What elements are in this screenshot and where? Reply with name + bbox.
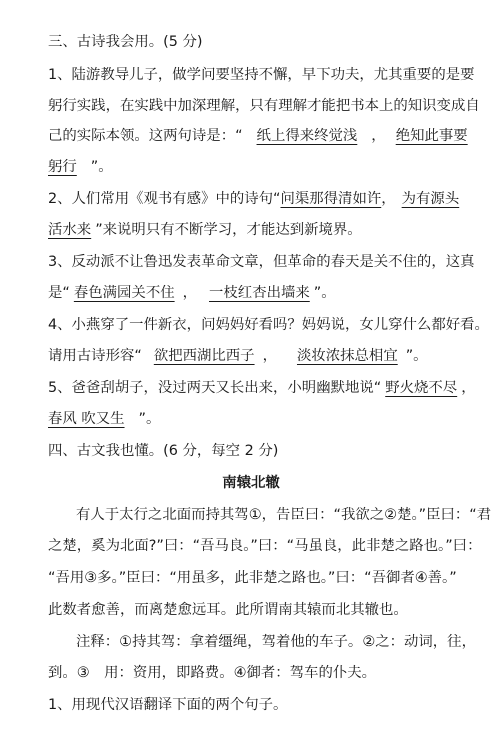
- passage-line-3: “吾用③多。”臣曰：“用虽多，此非楚之路也。”曰：“吾御者④善。”: [48, 570, 457, 586]
- passage-line-4: 此数者愈善，而离楚愈远耳。此所谓南其辕而北其辙也。: [48, 602, 408, 618]
- q1-answer2-continued: 躬行: [48, 159, 77, 175]
- q1-line3: [48, 126, 502, 146]
- q1-separator: ，: [371, 128, 386, 144]
- q2-line1: [48, 189, 502, 209]
- q1-prompt: 己的实际本领。这两句诗是：“: [48, 128, 243, 144]
- q3-separator: ，: [182, 285, 198, 301]
- q1-line4: [48, 157, 502, 177]
- section4-q1: 1、用现代汉语翻译下面的两个句子。: [48, 697, 288, 713]
- q2-prompt: 2、人们常用《观书有感》中的诗句“: [48, 191, 281, 207]
- q2-rest: ”来说明只有不断学习，才能达到新境界。: [95, 222, 362, 238]
- passage-line-1: 有人于太行之北面而持其驾①，告臣曰：“我欲之②楚。”臣曰：“君: [76, 507, 492, 523]
- q5-answer2: 春风 吹又生: [48, 411, 125, 427]
- q1-end: ”。: [90, 159, 113, 175]
- q1-line2: 躬行实践，在实践中加深理解，只有理解才能把书本上的知识变成自: [48, 98, 480, 114]
- notes-line-2: 到。③ 用：资用，即路费。④御者：驾车的仆夫。: [48, 665, 377, 681]
- q4-answer1: 欲把西湖比西子: [153, 348, 255, 364]
- passage-line-2: 之楚，奚为北面?”曰：“吾马良。”曰：“马虽良，此非楚之路也。”曰：: [48, 538, 482, 554]
- q2-line2: [48, 220, 502, 240]
- q2-separator: ，: [381, 191, 396, 207]
- q5-prompt: 5、爸爸刮胡子，没过两天又长出来，小明幽默地说“: [48, 380, 382, 396]
- q1-answer1: 纸上得来终觉浅: [256, 128, 358, 144]
- q2-answer1: 问渠那得清如许: [280, 191, 382, 207]
- q4-line2: [48, 346, 502, 366]
- q4-prompt: 请用古诗形容“: [48, 348, 142, 364]
- q2-answer2-continued: 活水来: [48, 222, 92, 238]
- q4-answer2: 淡妆浓抹总相宜: [296, 348, 398, 364]
- q1-answer2: 绝知此事要: [395, 128, 468, 144]
- passage-title: 南辕北辙: [222, 475, 280, 491]
- q3-answer2: 一枝红杏出墙来: [209, 285, 310, 301]
- q5-separator: ，: [461, 380, 476, 396]
- q3-end: ”。: [313, 285, 336, 301]
- q3-prompt: 是“: [48, 285, 70, 301]
- q4-line1: 4、小燕穿了一件新衣，问妈妈好看吗？妈妈说，女儿穿什么都好看。: [48, 317, 489, 333]
- q5-line2: [48, 409, 502, 429]
- q3-line1: 3、反动派不让鲁迅发表革命文章，但革命的春天是关不住的，这真: [48, 254, 475, 270]
- q3-answer1: 春色满园关不住: [73, 285, 175, 301]
- q3-line2: [48, 283, 502, 303]
- section4-heading: 四、古文我也懂。(6 分，每空 2 分): [48, 443, 279, 459]
- q1-line1: 1、陆游教导儿子，做学问要坚持不懈，早下功夫，尤其重要的是要: [48, 67, 475, 83]
- q5-line1: [48, 378, 502, 398]
- q4-separator: ，: [262, 348, 277, 364]
- notes-line-1: 注释：①持其驾：拿着缰绳，驾着他的车子。②之：动词，往，: [76, 634, 476, 650]
- q4-end: ”。: [405, 348, 428, 364]
- q5-answer1: 野火烧不尽: [385, 380, 458, 396]
- q5-end: ”。: [138, 411, 161, 427]
- section3-heading: 三、古诗我会用。(5 分): [48, 34, 203, 50]
- q2-answer2: 为有源头: [401, 191, 460, 207]
